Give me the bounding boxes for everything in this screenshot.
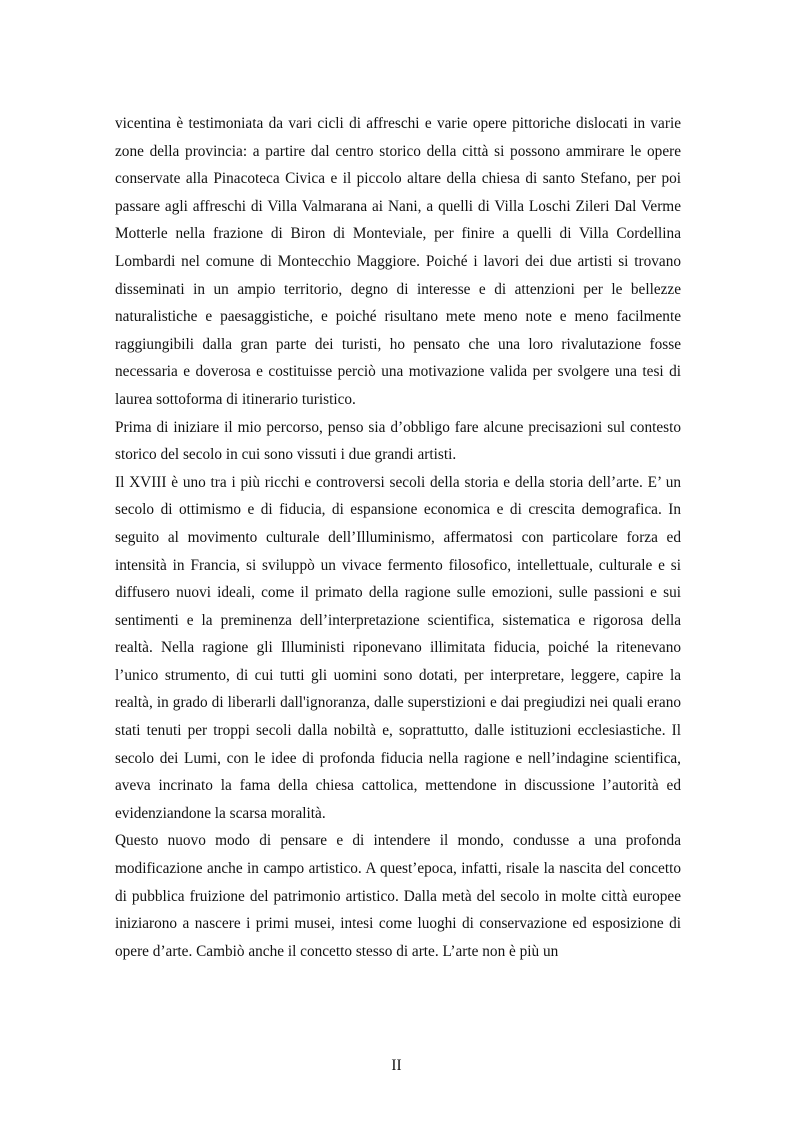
document-page [115, 110, 681, 965]
paragraph-intro: vicentina è testimoniata da vari cicli di affreschi e varie opere pittoriche dislocati in varie zone della provincia: a partire dal centro storico della città si possono ammirare le opere conservate alla Pinacoteca Civica e il piccolo altare della chiesa di santo Stefano, per poi passare agli affreschi di Villa Valmarana ai Nani, a quelli di Villa Loschi Zileri Dal Verme Motterle nella frazione di Biron di Monteviale, per finire a quelli di Villa Cordellina Lombardi nel comune di Montecchio Maggiore. Poiché i lavori dei due artisti si trovano disseminati in un ampio territorio, degno di interesse e di attenzioni per le bellezze naturalistiche e paesaggistiche, e poiché risultano mete meno note e meno facilmente raggiungibili dalla gran parte dei turisti, ho pensato che una loro rivalutazione fosse necessaria e doverosa e costituisse perciò una motivazione valida per svolgere una tesi di laurea sottoforma di itinerario turistico. [115, 115, 681, 408]
paragraph-eighteenth-century: Il XVIII è uno tra i più ricchi e controversi secoli della storia e della storia dell’arte. E’ un secolo di ottimismo e di fiducia, di espansione economica e di crescita demografica. In seguito al movimento culturale dell’Illuminismo, affermatosi con particolare forza ed intensità in Francia, si sviluppò un vivace fermento filosofico, intellettuale, culturale e si diffusero nuovi ideali, come il primato della ragione sulle emozioni, sulle passioni e sui sentimenti e la preminenza dell’interpretazione scientifica, sistematica e rigorosa della realtà. Nella ragione gli Illuministi riponevano illimitata fiducia, poiché la ritenevano l’unico strumento, di cui tutti gli uomini sono dotati, per interpretare, leggere, capire la realtà, in grado di liberarli dall'ignoranza, dalle superstizioni e dai pregiudizi nei quali erano stati tenuti per troppi secoli dalla nobiltà e, soprattutto, dalle istituzioni ecclesiastiche. Il secolo dei Lumi, con le idee di profonda fiducia nella ragione e nell’indagine scientifica, aveva incrinato la fama della chiesa cattolica, mettendone in discussione l’autorità ed evidenziandone la scarsa moralità. [115, 473, 681, 822]
paragraph-art-changes: Questo nuovo modo di pensare e di intendere il mondo, condusse a una profonda modificazione anche in campo artistico. A quest’epoca, infatti, risale la nascita del concetto di pubblica fruizione del patrimonio artistico. Dalla metà del secolo in molte città europee iniziarono a nascere i primi musei, intesi come luoghi di conservazione ed esposizione di opere d’arte. Cambiò anche il concetto stesso di arte. L’arte non è più un [115, 832, 681, 960]
paragraph-premise: Prima di iniziare il mio percorso, penso sia d’obbligo fare alcune precisazioni sul contesto storico del secolo in cui sono vissuti i due grandi artisti. [115, 418, 681, 464]
page-number: II [391, 1057, 402, 1074]
